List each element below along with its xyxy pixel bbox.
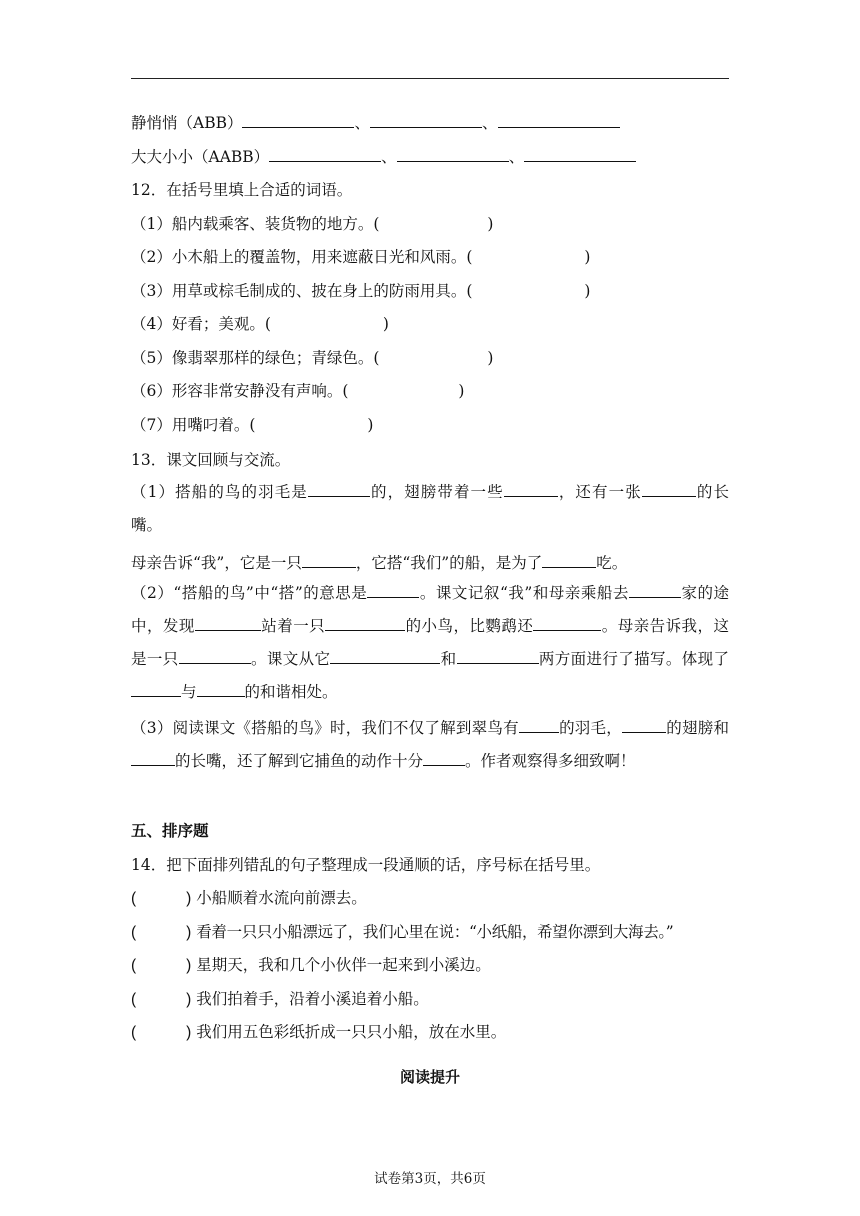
answer-blank[interactable]: [370, 112, 482, 128]
answer-blank[interactable]: [457, 648, 539, 664]
aabb-label: 大大小小（AABB）: [131, 148, 270, 166]
answer-blank[interactable]: [269, 146, 381, 162]
answer-blank[interactable]: [308, 481, 370, 497]
answer-blank[interactable]: [642, 481, 696, 497]
answer-blank[interactable]: [533, 615, 601, 631]
q12-item-6: [131, 381, 731, 401]
q12-title: 12．在括号里填上合适的词语。: [131, 181, 353, 199]
q12-item-1: [131, 214, 731, 234]
q13-part1-b: [131, 552, 731, 573]
answer-blank[interactable]: [397, 146, 509, 162]
sentence-text: 小船顺着水流向前漂去。: [196, 889, 367, 907]
answer-blank[interactable]: [131, 750, 175, 766]
q13-part3: [131, 712, 729, 778]
answer-blank[interactable]: [519, 717, 559, 733]
text: 吃。: [596, 554, 628, 572]
order-item-1: [131, 888, 731, 909]
answer-blank[interactable]: [622, 717, 666, 733]
answer-blank[interactable]: [498, 112, 620, 128]
q13-title: 13．课文回顾与交流。: [131, 451, 291, 469]
order-item-4: [131, 989, 731, 1010]
close-paren: ): [487, 349, 494, 367]
close-paren: ): [584, 282, 591, 300]
text: 。母亲告诉我，这是一只: [131, 617, 729, 668]
sentence-text: 星期天，我和几个小伙伴一起来到小溪边。: [196, 956, 491, 974]
order-item-3: [131, 955, 731, 976]
answer-blank[interactable]: [302, 552, 356, 568]
section-heading: 五、排序题: [131, 821, 209, 840]
aabb-line: [131, 146, 731, 167]
close-paren: ): [382, 315, 389, 333]
sentence-text: 我们拍着手，沿着小溪追着小船。: [196, 990, 429, 1008]
text: 的羽毛，: [558, 719, 623, 737]
text: 的和谐相处。: [244, 683, 338, 701]
answer-blank[interactable]: [131, 681, 181, 697]
close-paren: ): [186, 890, 192, 907]
sentence-text: 看着一只只小船漂远了，我们心里在说：“小纸船，希望你漂到大海去。”: [196, 923, 674, 941]
close-paren: ): [487, 215, 494, 233]
open-paren: (: [131, 890, 137, 907]
q13-part2: [131, 577, 729, 709]
answer-blank[interactable]: [197, 681, 245, 697]
item-text: （6）形容非常安静没有声响。(: [131, 382, 349, 400]
answer-blank[interactable]: [330, 648, 440, 664]
text: （3）阅读课文《搭船的鸟》时，我们不仅了解到翠鸟有: [131, 719, 519, 737]
text: 母亲告诉“我”，它是一只: [131, 554, 302, 572]
text: 的，翅膀带着一些: [369, 483, 504, 501]
text: 与: [181, 683, 197, 701]
abb-line: [131, 112, 731, 133]
item-text: （4）好看；美观。(: [131, 315, 271, 333]
text: 。课文记叙“我”和母亲乘船去: [419, 584, 629, 602]
text: 。课文从它: [250, 650, 331, 668]
answer-blank[interactable]: [195, 615, 261, 631]
item-text: （2）小木船上的覆盖物，用来遮蔽日光和风雨。(: [131, 248, 473, 266]
order-item-2: [131, 922, 731, 943]
answer-blank[interactable]: [367, 582, 419, 598]
close-paren: ): [186, 924, 192, 941]
answer-blank[interactable]: [325, 615, 405, 631]
close-paren: ): [367, 416, 374, 434]
close-paren: ): [186, 957, 192, 974]
separator: 、: [482, 114, 498, 132]
page-footer: 试卷第3页，共6页: [374, 1171, 486, 1187]
q12-item-3: [131, 281, 731, 301]
item-text: （3）用草或棕毛制成的、披在身上的防雨用具。(: [131, 282, 473, 300]
text: （1）搭船的鸟的羽毛是: [131, 483, 308, 501]
text: 的长嘴。: [131, 483, 729, 534]
separator: 、: [354, 114, 370, 132]
text: 两方面进行了描写。体现了: [538, 650, 729, 668]
answer-blank[interactable]: [629, 582, 681, 598]
item-text: （7）用嘴叼着。(: [131, 416, 256, 434]
close-paren: ): [186, 991, 192, 1008]
answer-blank[interactable]: [504, 481, 558, 497]
separator: 、: [381, 148, 397, 166]
close-paren: ): [458, 382, 465, 400]
text: 的长嘴，还了解到它捕鱼的动作十分: [175, 752, 424, 770]
text: 家的途中，发现: [131, 584, 729, 635]
text: 和: [440, 650, 457, 668]
close-paren: ): [186, 1024, 192, 1041]
text: ，还有一张: [557, 483, 642, 501]
text: 站着一只: [260, 617, 326, 635]
close-paren: ): [584, 248, 591, 266]
q14-title: 14．把下面排列错乱的句子整理成一段通顺的话，序号标在括号里。: [131, 856, 601, 874]
sentence-text: 我们用五色彩纸折成一只只小船，放在水里。: [196, 1023, 507, 1041]
answer-blank[interactable]: [423, 750, 465, 766]
header-rule: [131, 78, 729, 79]
open-paren: (: [131, 991, 137, 1008]
abb-label: 静悄悄（ABB）: [131, 114, 243, 132]
answer-blank[interactable]: [542, 552, 596, 568]
open-paren: (: [131, 1024, 137, 1041]
q12-item-5: [131, 348, 731, 368]
separator: 、: [508, 148, 525, 166]
reading-section-title: 阅读提升: [399, 1068, 460, 1086]
answer-blank[interactable]: [179, 648, 251, 664]
order-item-5: [131, 1022, 731, 1043]
text: （2）“搭船的鸟”中“搭”的意思是: [131, 584, 368, 602]
item-text: （5）像翡翠那样的绿色；青绿色。(: [131, 349, 380, 367]
text: ，它搭“我们”的船，是为了: [355, 554, 543, 572]
q13-part1: [131, 476, 729, 542]
q12-item-2: [131, 247, 731, 267]
answer-blank[interactable]: [242, 112, 354, 128]
q12-item-7: [131, 415, 731, 435]
open-paren: (: [131, 924, 137, 941]
q12-item-4: [131, 314, 731, 334]
text: 的翅膀和: [666, 719, 729, 737]
open-paren: (: [131, 957, 137, 974]
text: 的小鸟，比鹦鹉还: [405, 617, 534, 635]
item-text: （1）船内载乘客、装货物的地方。(: [131, 215, 380, 233]
text: 。作者观察得多细致啊！: [465, 752, 636, 770]
answer-blank[interactable]: [524, 146, 636, 162]
